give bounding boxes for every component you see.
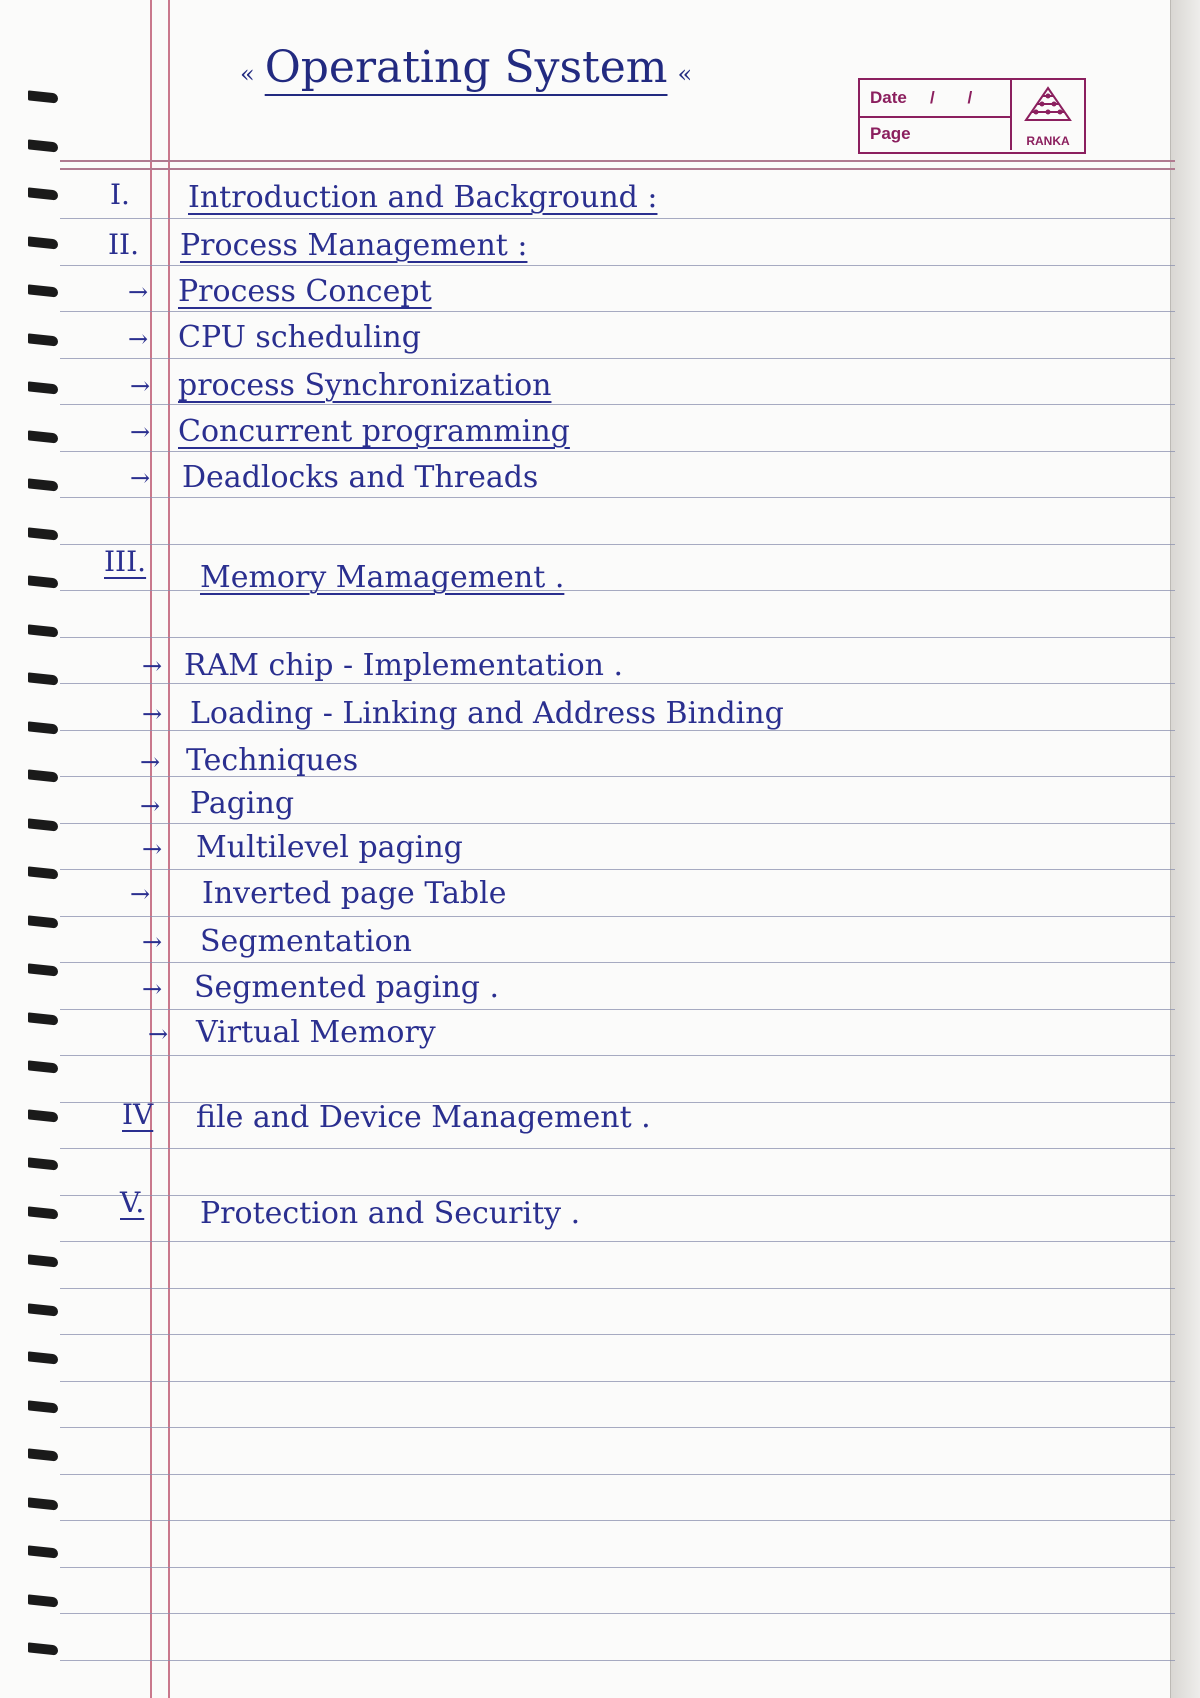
section-title-2: Process Management : — [180, 228, 528, 263]
list-item: Techniques — [186, 743, 359, 778]
list-item: process Synchronization — [178, 368, 552, 403]
list-item: Inverted page Table — [202, 876, 507, 911]
ruled-line — [60, 1148, 1175, 1149]
binding-hole — [28, 1448, 58, 1461]
section-numeral-1: I. — [110, 178, 130, 211]
binding-hole — [28, 187, 58, 200]
title-text: Operating System — [264, 42, 668, 93]
ruled-line — [60, 683, 1175, 684]
section-numeral-3: III. — [104, 545, 147, 578]
arrow-icon: → — [142, 928, 163, 956]
list-item: Concurrent programming — [178, 414, 570, 449]
binding-hole — [28, 1012, 58, 1025]
binding-hole — [28, 624, 58, 637]
section-numeral-2: II. — [108, 228, 140, 261]
header-rule-second — [60, 168, 1175, 170]
title-mark-right: « — [677, 60, 693, 88]
binding-hole — [28, 381, 58, 394]
binding-hole — [28, 1060, 58, 1073]
ruled-line — [60, 637, 1175, 638]
ruled-line — [60, 1009, 1175, 1010]
pyramid-logo-icon — [1012, 80, 1084, 132]
ruled-line — [60, 962, 1175, 963]
arrow-icon: → — [140, 748, 161, 776]
ruled-line — [60, 1613, 1175, 1614]
binding-hole — [28, 769, 58, 782]
page-edge — [1170, 0, 1200, 1698]
arrow-icon: → — [142, 835, 163, 863]
binding-hole — [28, 90, 58, 103]
section-title-1: Introduction and Background : — [188, 180, 658, 215]
brand-name: RANKA — [1026, 134, 1070, 148]
ruled-line — [60, 1520, 1175, 1521]
brand-logo — [1012, 80, 1084, 152]
binding-hole — [28, 333, 58, 346]
ruled-line — [60, 1381, 1175, 1382]
ruled-line — [60, 1660, 1175, 1661]
arrow-icon: → — [142, 700, 163, 728]
ruled-line — [60, 823, 1175, 824]
binding-hole — [28, 818, 58, 831]
list-item: Process Concept — [178, 274, 432, 309]
date-placeholder: / / — [930, 88, 987, 107]
ruled-line — [60, 451, 1175, 452]
ruled-line — [60, 497, 1175, 498]
binding-hole — [28, 527, 58, 540]
binding-hole — [28, 1400, 58, 1413]
binding-hole — [28, 1157, 58, 1170]
ruled-line — [60, 218, 1175, 219]
binding-hole — [28, 236, 58, 249]
list-item: Loading - Linking and Address Binding — [190, 696, 784, 731]
ruled-line — [60, 265, 1175, 266]
binding-hole — [28, 1206, 58, 1219]
binding-hole — [28, 1497, 58, 1510]
section-numeral-5: V. — [120, 1186, 145, 1219]
header-rule — [60, 160, 1175, 162]
section-title-4: file and Device Management . — [196, 1100, 651, 1135]
ruled-line — [60, 1567, 1175, 1568]
ruled-line — [60, 311, 1175, 312]
binding-hole — [28, 478, 58, 491]
list-item: Paging — [190, 786, 295, 821]
margin-line-right — [168, 0, 170, 1698]
page-title — [230, 42, 702, 93]
binding-hole — [28, 1642, 58, 1655]
arrow-icon: → — [130, 880, 151, 908]
binding-hole — [28, 1109, 58, 1122]
arrow-icon: → — [142, 975, 163, 1003]
binding-hole — [28, 915, 58, 928]
binding-hole — [28, 866, 58, 879]
ruled-line — [60, 1055, 1175, 1056]
date-label: Date — [870, 88, 907, 107]
binding-hole — [28, 1254, 58, 1267]
page-label: Page — [870, 124, 911, 143]
title-mark-left: « — [240, 60, 255, 88]
ruled-line — [60, 404, 1175, 405]
list-item: Segmentation — [200, 924, 413, 959]
list-item: Deadlocks and Threads — [182, 460, 539, 495]
ruled-line — [60, 544, 1175, 545]
binding-hole — [28, 672, 58, 685]
arrow-icon: → — [128, 325, 149, 353]
date-page-box — [858, 78, 1086, 154]
binding-hole — [28, 284, 58, 297]
list-item: Virtual Memory — [196, 1015, 436, 1050]
page-cell — [860, 116, 1012, 150]
section-numeral-4: IV — [122, 1098, 154, 1131]
ruled-line — [60, 1427, 1175, 1428]
binding-hole — [28, 963, 58, 976]
list-item: CPU scheduling — [178, 320, 421, 355]
arrow-icon: → — [130, 418, 151, 446]
ruled-line — [60, 358, 1175, 359]
ruled-line — [60, 1334, 1175, 1335]
arrow-icon: → — [140, 792, 161, 820]
arrow-icon: → — [130, 372, 151, 400]
binding-hole — [28, 139, 58, 152]
section-title-5: Protection and Security . — [200, 1196, 581, 1231]
arrow-icon: → — [148, 1020, 169, 1048]
list-item: RAM chip - Implementation . — [184, 648, 624, 683]
ruled-line — [60, 916, 1175, 917]
ruled-line — [60, 1474, 1175, 1475]
binding-hole — [28, 430, 58, 443]
binding-hole — [28, 575, 58, 588]
binding-hole — [28, 1545, 58, 1558]
ruled-line — [60, 1241, 1175, 1242]
section-title-3: Memory Mamagement . — [200, 560, 565, 595]
binding-hole — [28, 1351, 58, 1364]
list-item: Multilevel paging — [196, 830, 463, 865]
ruled-line — [60, 869, 1175, 870]
arrow-icon: → — [142, 652, 163, 680]
arrow-icon: → — [128, 278, 149, 306]
binding-hole — [28, 1303, 58, 1316]
arrow-icon: → — [130, 464, 151, 492]
binding-hole — [28, 721, 58, 734]
date-cell — [860, 80, 1012, 118]
list-item: Segmented paging . — [194, 970, 500, 1005]
binding-hole — [28, 1594, 58, 1607]
ruled-line — [60, 1288, 1175, 1289]
